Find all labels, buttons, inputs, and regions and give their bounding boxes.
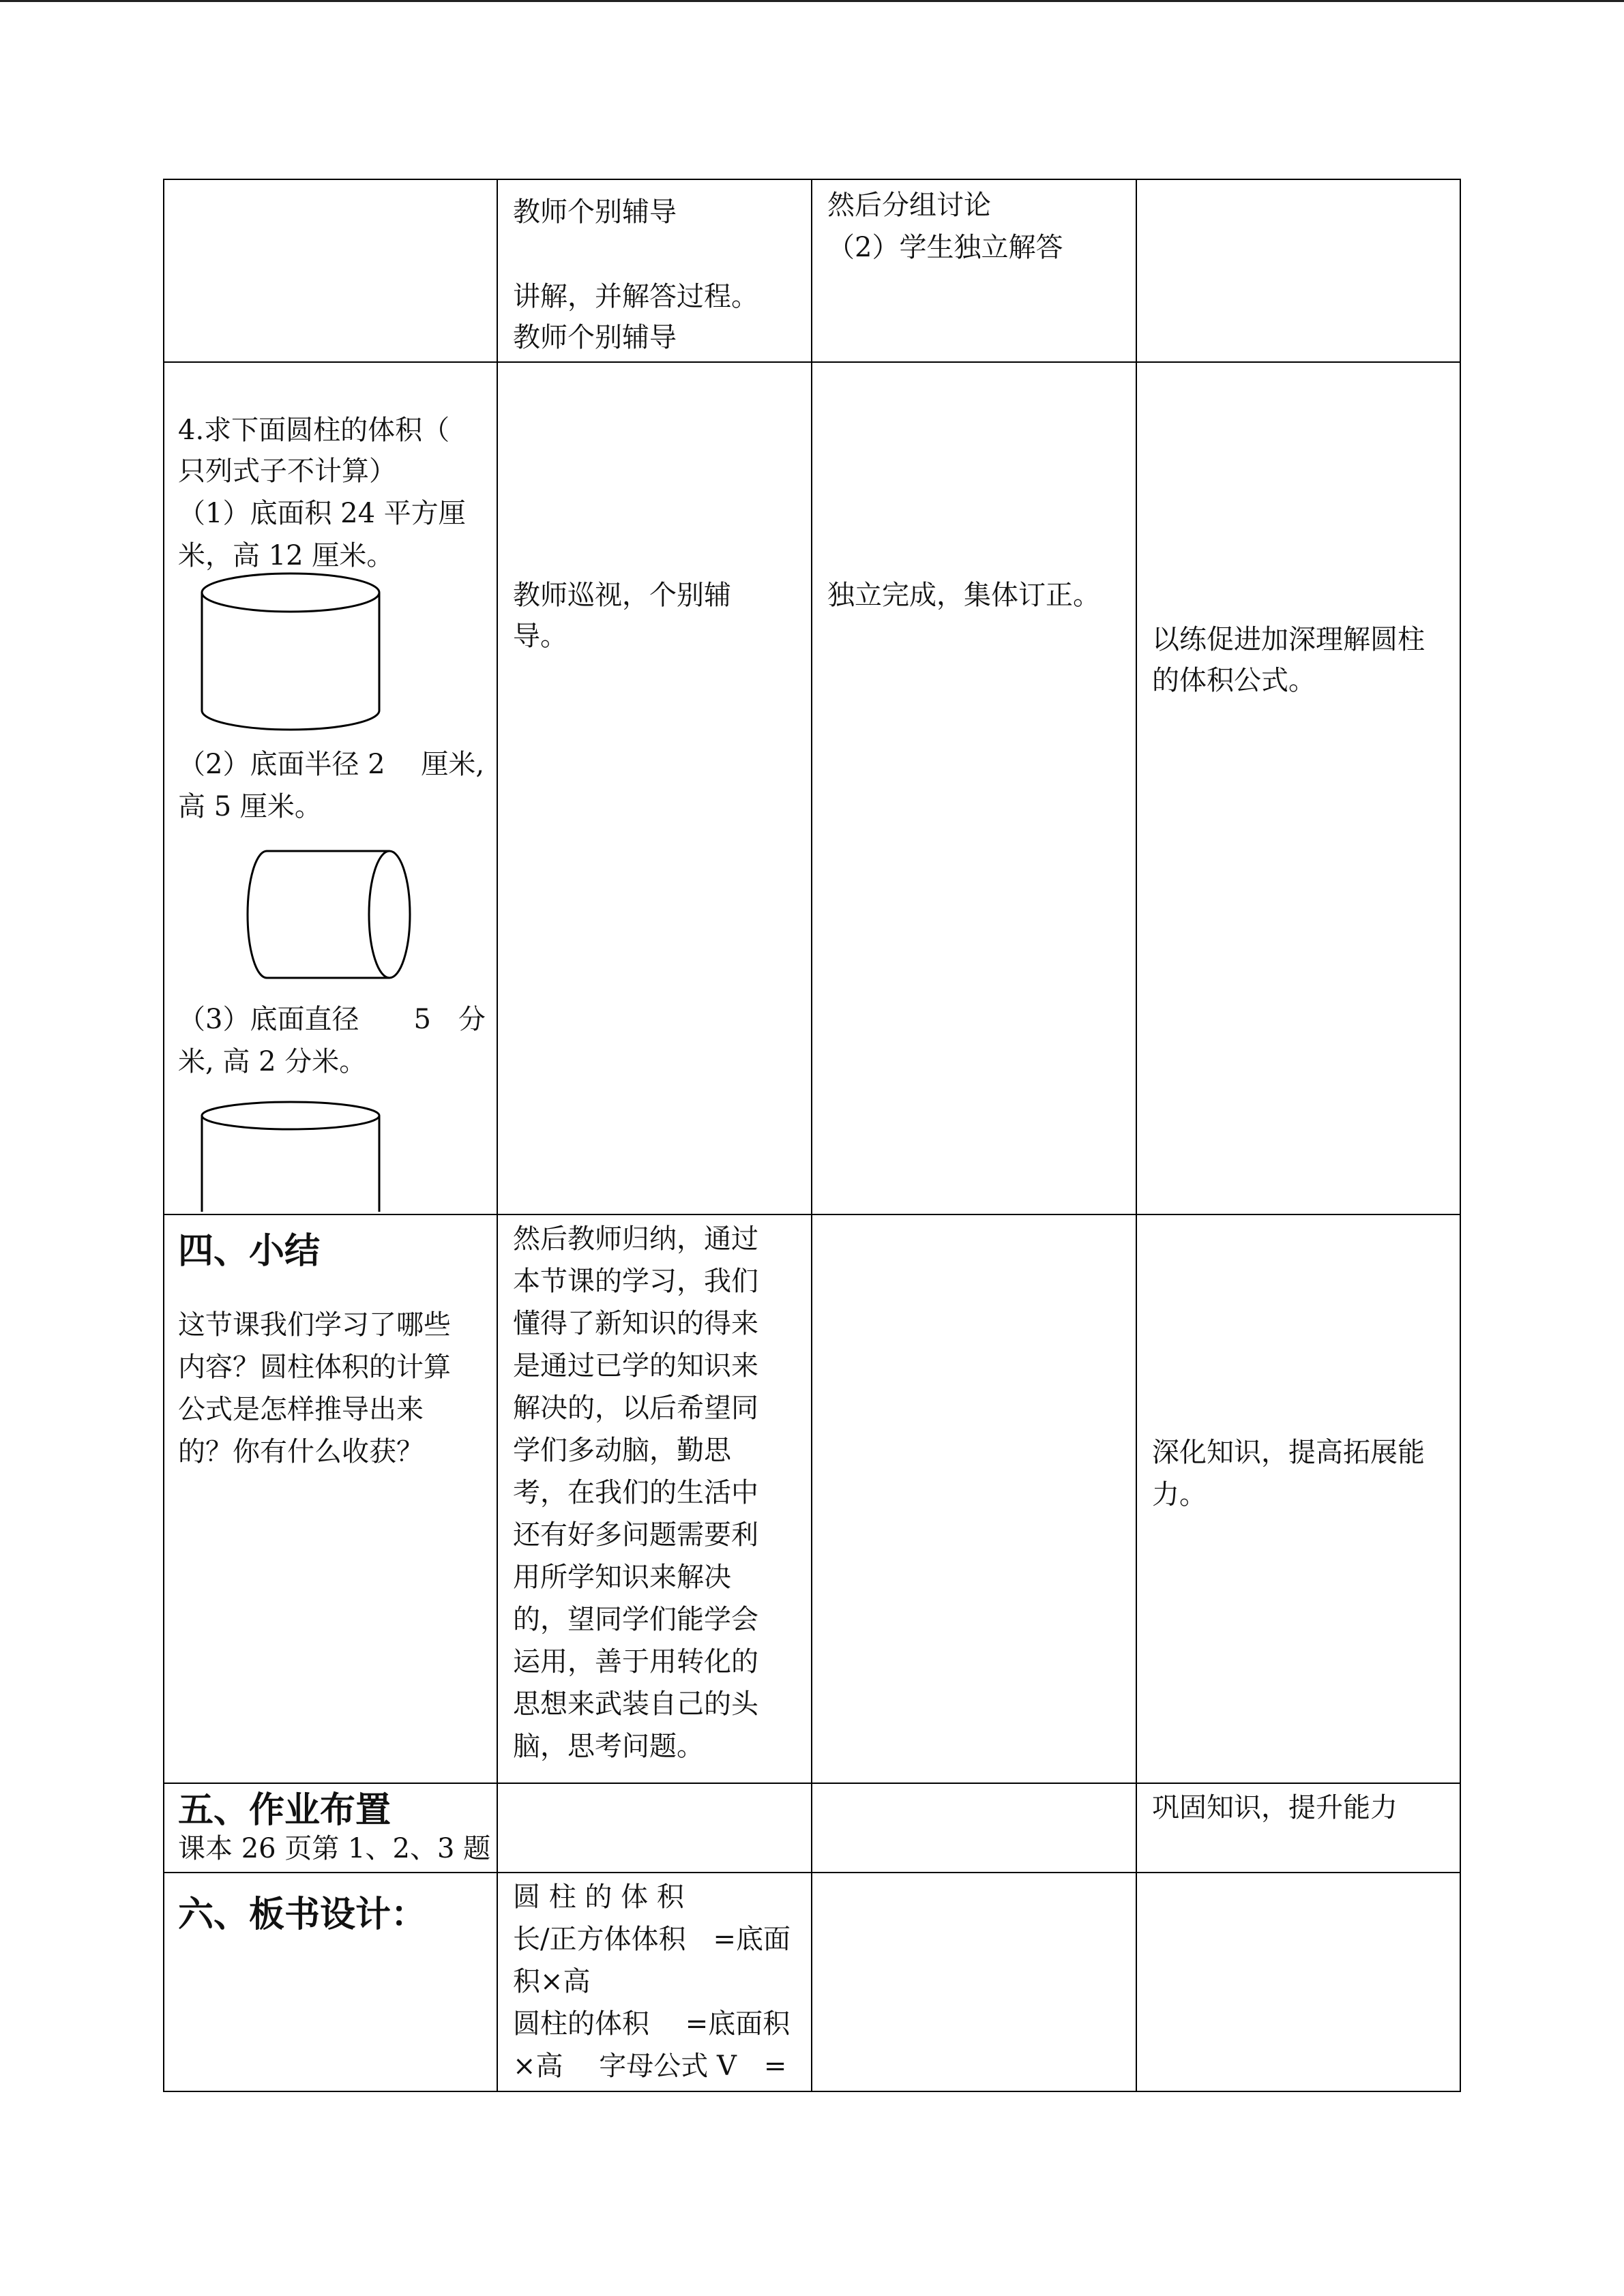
cylinder-horizontal-icon (226, 847, 417, 983)
cell-text: 脑，思考问题。 (513, 1731, 704, 1762)
cell-text: 以练促进加深理解圆柱 (1152, 624, 1425, 655)
table-row (164, 1784, 1460, 1873)
section-heading-board-design: 六、板书设计： (178, 1894, 427, 1935)
lesson-plan-table (163, 179, 1461, 2092)
cell-text: 导。 (513, 621, 567, 652)
table-cell (1137, 180, 1460, 361)
cell-text: 积×高 (513, 1966, 591, 1997)
exercise-item-1: 米，高 12 厘米。 (178, 540, 394, 571)
table-cell (812, 1784, 1137, 1872)
cell-text: 讲解，并解答过程。 (513, 281, 758, 312)
cell-text: 内容？圆柱体积的计算 (178, 1352, 451, 1383)
table-cell (1137, 1784, 1460, 1872)
table-cell (498, 1873, 812, 2091)
exercise-item-3: 米, 高 2 分米。 (178, 1046, 367, 1077)
cell-text: 教师个别辅导 (513, 196, 677, 228)
table-cell (498, 180, 812, 361)
cell-text: 巩固知识，提升能力 (1152, 1792, 1398, 1823)
exercise-item-2: （2）底面半径 2 厘米, (178, 749, 485, 780)
cell-text: 这节课我们学习了哪些 (178, 1309, 451, 1341)
cylinder-short-icon (198, 1099, 383, 1215)
cell-text: 思想来武装自己的头 (513, 1688, 758, 1720)
cell-text: 是通过已学的知识来 (513, 1350, 758, 1382)
exercise-title: 只列式子不计算） (178, 456, 396, 487)
table-cell (1137, 1873, 1460, 2091)
table-cell (164, 1784, 498, 1872)
cell-text: 然后分组讨论 (827, 190, 991, 221)
cell-text: 公式是怎样推导出来 (178, 1394, 424, 1425)
cell-text: 学们多动脑，勤思 (513, 1435, 731, 1466)
cell-text: 用所学知识来解决 (513, 1562, 731, 1593)
table-row (164, 1215, 1460, 1784)
cell-text: 深化知识，提高拓展能 (1152, 1437, 1425, 1468)
table-cell (164, 363, 498, 1214)
table-row (164, 1873, 1460, 2091)
cell-text: 课本 26 页第 1、2、3 题 (178, 1833, 491, 1864)
table-cell (812, 1215, 1137, 1783)
table-row (164, 180, 1460, 363)
table-cell (812, 180, 1137, 361)
table-cell (498, 1784, 812, 1872)
cell-text: 长/正方体体积 =底面 (513, 1924, 791, 1955)
cell-text: ×高 字母公式 V = (513, 2051, 787, 2082)
cell-text: 还有好多问题需要利 (513, 1519, 758, 1551)
cell-text: 的，望同学们能学会 (513, 1604, 758, 1635)
table-cell (164, 1873, 498, 2091)
cell-text: 解决的，以后希望同 (513, 1392, 758, 1424)
cell-text: 的？你有什么收获？ (178, 1436, 424, 1467)
table-cell (1137, 1215, 1460, 1783)
cell-text: 考，在我们的生活中 (513, 1477, 758, 1508)
section-heading-summary: 四、小结 (178, 1231, 321, 1272)
exercise-item-2: 高 5 厘米。 (178, 791, 322, 822)
table-cell (812, 363, 1137, 1214)
table-cell (164, 180, 498, 361)
cell-text: 教师巡视，个别辅 (513, 580, 731, 611)
table-cell (498, 363, 812, 1214)
cell-text: 本节课的学习，我们 (513, 1266, 758, 1297)
cell-text: （2）学生独立解答 (827, 232, 1063, 263)
page-top-rule (0, 0, 1624, 2)
table-cell (164, 1215, 498, 1783)
table-cell (1137, 363, 1460, 1214)
cell-text: 教师个别辅导 (513, 322, 677, 353)
cell-text: 懂得了新知识的得来 (513, 1308, 758, 1339)
cell-text: 圆柱的体积 =底面积 (513, 2008, 791, 2040)
cylinder-upright-icon (198, 571, 383, 734)
cell-text: 圆 柱 的 体 积 (513, 1881, 684, 1913)
cell-text: 力。 (1152, 1479, 1207, 1510)
table-cell (812, 1873, 1137, 2091)
table-cell (498, 1215, 812, 1783)
table-row (164, 363, 1460, 1215)
exercise-item-1: （1）底面积 24 平方厘 (178, 498, 466, 529)
section-heading-homework: 五、作业布置 (178, 1790, 392, 1831)
exercise-item-3: （3）底面直径 5 分 (178, 1004, 486, 1035)
exercise-title: 4.求下面圆柱的体积（ (178, 415, 450, 446)
cell-text: 运用，善于用转化的 (513, 1646, 758, 1678)
cell-text: 独立完成，集体订正。 (827, 580, 1100, 611)
cell-text: 然后教师归纳，通过 (513, 1223, 758, 1255)
cell-text: 的体积公式。 (1152, 665, 1316, 696)
